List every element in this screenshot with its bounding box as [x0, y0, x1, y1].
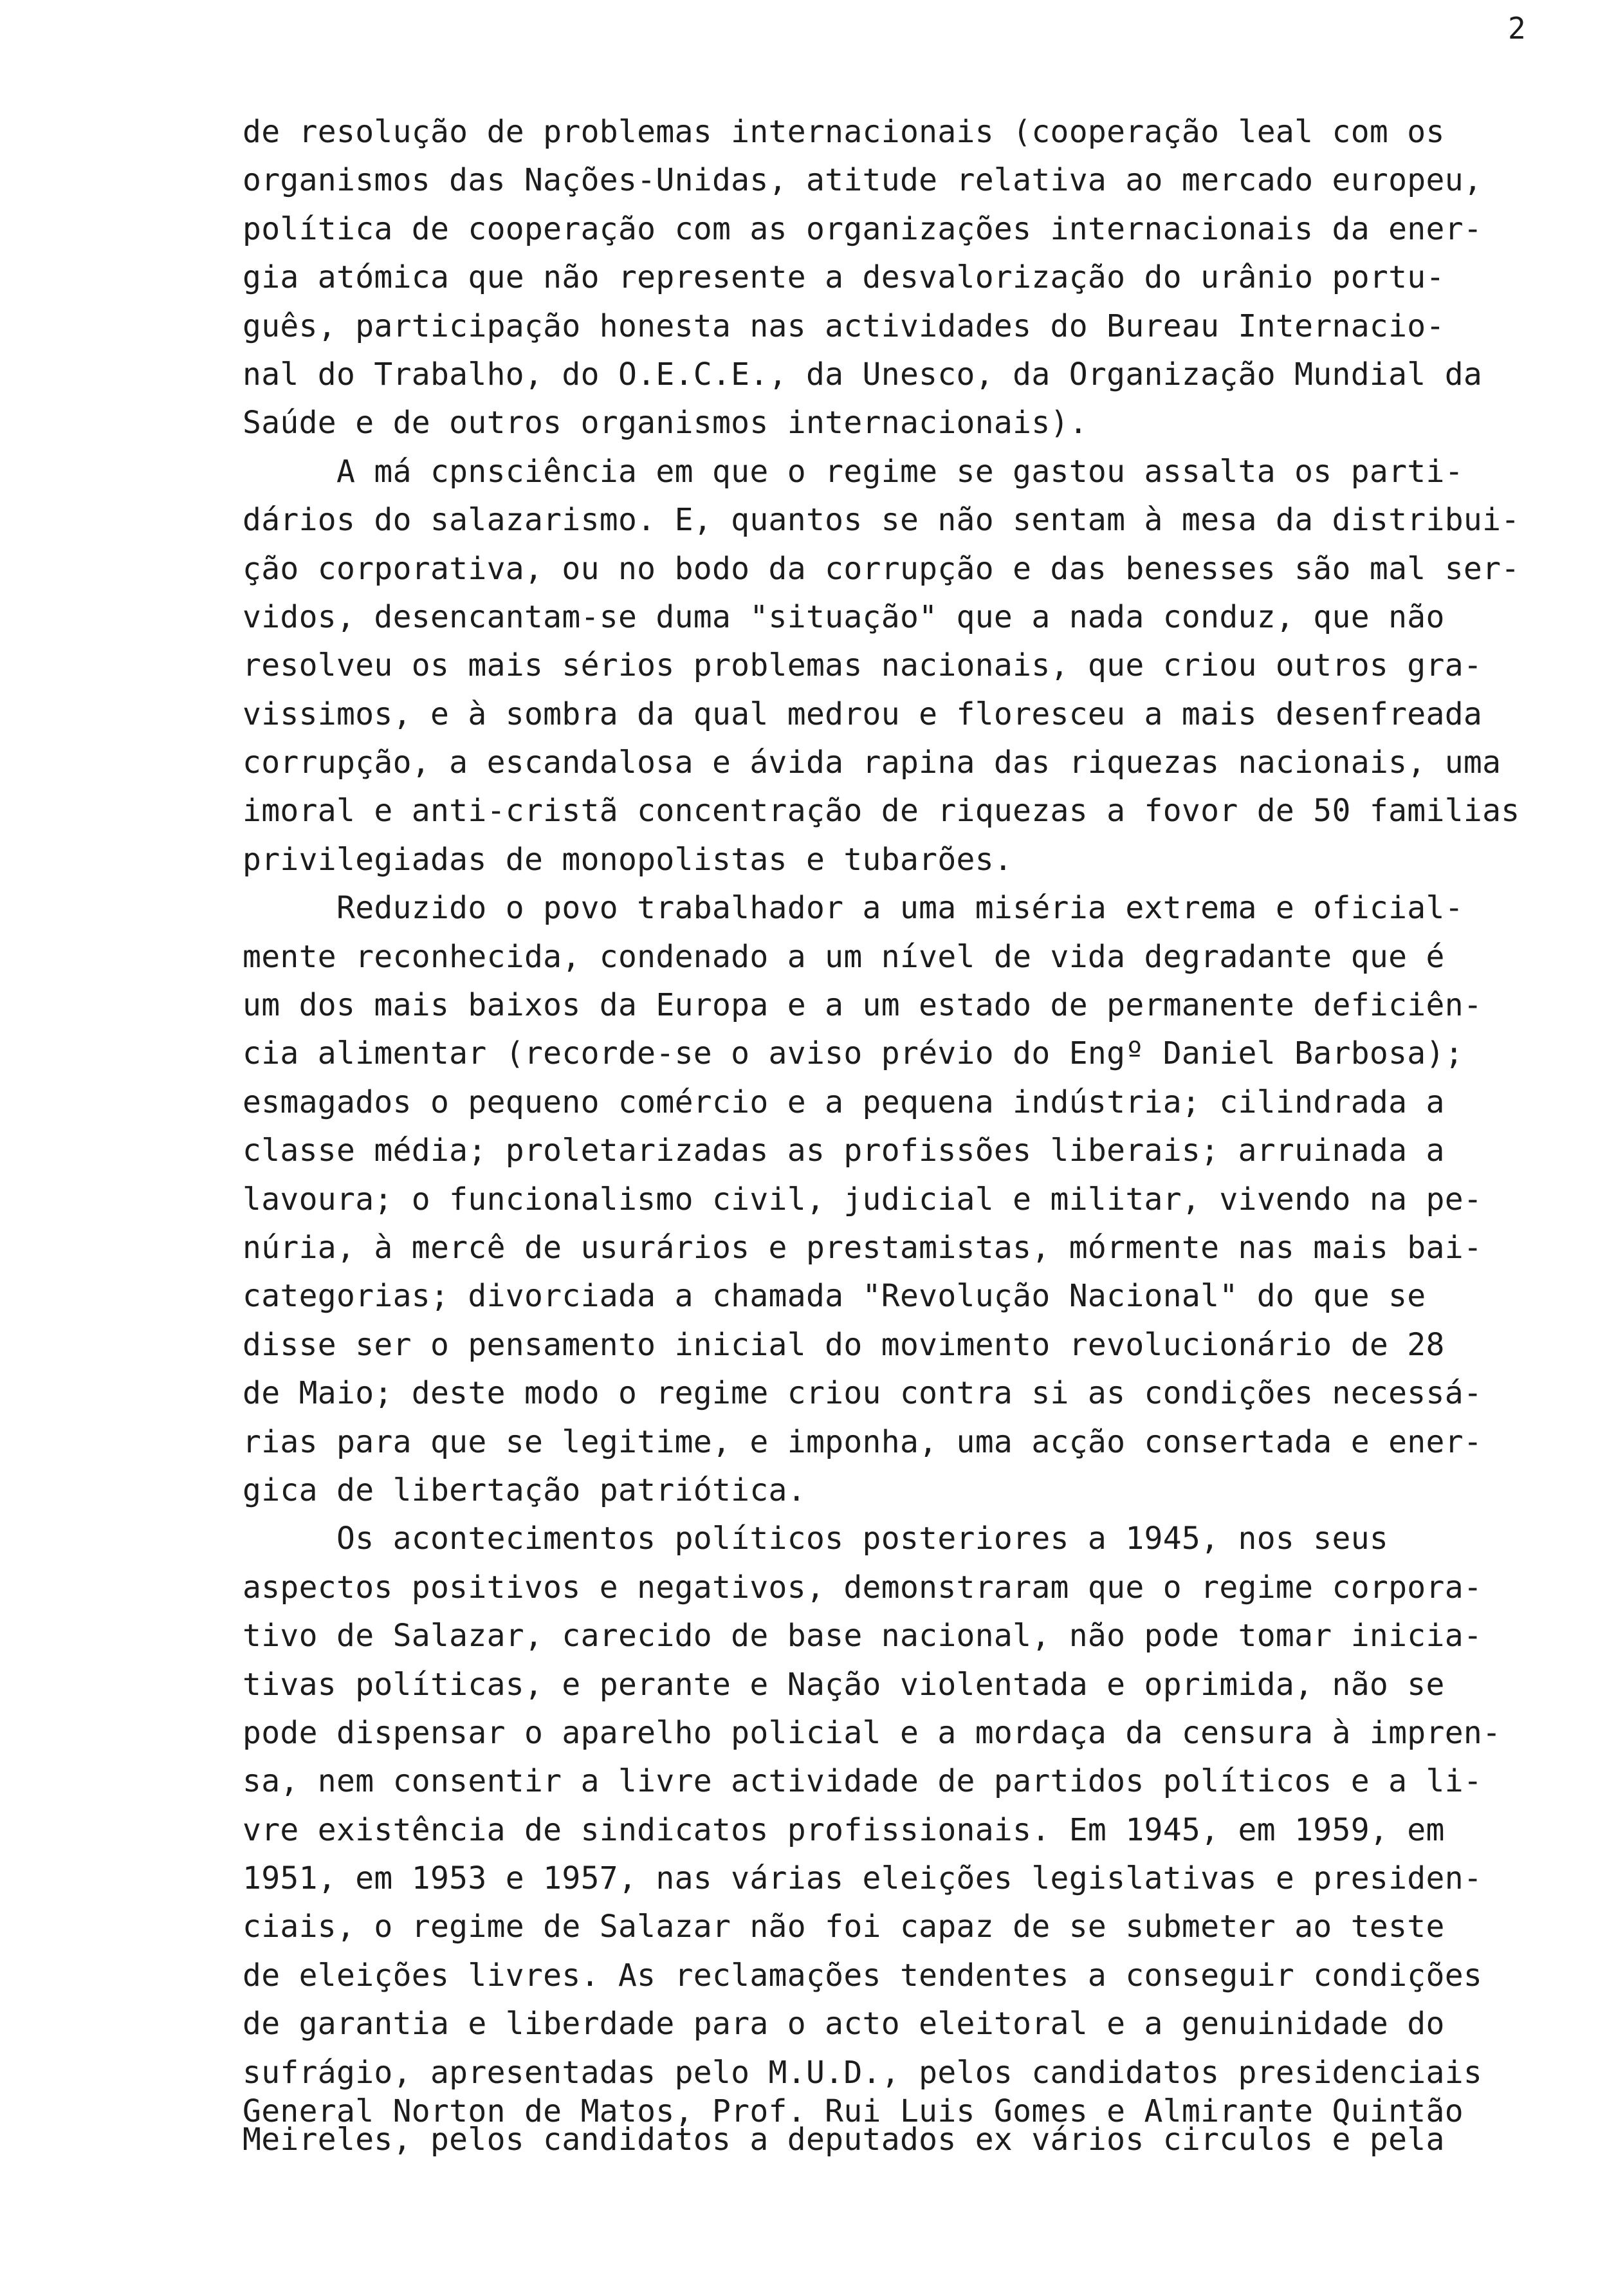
text-line: núria, à mercê de usurários e prestamistas, mórmente nas mais bai-	[243, 1229, 1483, 1266]
text-line: corrupção, a escandalosa e ávida rapina das riquezas nacionais, uma	[243, 745, 1501, 781]
text-line: disse ser o pensamento inicial do movimento revolucionário de 28	[243, 1326, 1445, 1363]
text-line: privilegiadas de monopolistas e tubarões.	[243, 841, 1013, 878]
text-line: tivas políticas, e perante e Nação violentada e oprimida, não se	[243, 1666, 1445, 1703]
text-line: um dos mais baixos da Europa e a um estado de permanente deficiên-	[243, 987, 1483, 1024]
text-line: nal do Trabalho, do O.E.C.E., da Unesco, da Organização Mundial da	[243, 356, 1483, 393]
text-line: de resolução de problemas internacionais (cooperação leal com os	[243, 114, 1445, 150]
text-line: lavoura; o funcionalismo civil, judicial e militar, vivendo na pe-	[243, 1181, 1483, 1217]
text-line: categorias; divorciada a chamada "Revolução Nacional" do que se	[243, 1278, 1426, 1315]
typewritten-body-text	[243, 108, 1606, 2158]
text-line: rias para que se legitime, e imponha, uma acção consertada e ener-	[243, 1423, 1483, 1460]
text-line: aspectos positivos e negativos, demonstraram que o regime corpora-	[243, 1569, 1483, 1606]
text-line: A má cpnsciência em que o regime se gastou assalta os parti-	[243, 453, 1464, 490]
text-line: ciais, o regime de Salazar não foi capaz de se submeter ao teste	[243, 1909, 1445, 1945]
text-line: política de cooperação com as organizações internacionais da ener-	[243, 210, 1483, 247]
text-line: Saúde e de outros organismos internacionais).	[243, 405, 1088, 441]
text-line: 1951, em 1953 e 1957, nas várias eleições legislativas e presiden-	[243, 1860, 1483, 1897]
text-line: Reduzido o povo trabalhador a uma miséria extrema e oficial-	[243, 890, 1464, 927]
text-line: cia alimentar (recorde-se o aviso prévio do Engº Daniel Barbosa);	[243, 1035, 1464, 1072]
text-line: de garantia e liberdade para o acto eleitoral e a genuinidade do	[243, 2006, 1445, 2042]
text-line: guês, participação honesta nas actividades do Bureau Internacio-	[243, 308, 1445, 344]
text-line: sufrágio, apresentadas pelo M.U.D., pelos candidatos presidenciais	[243, 2054, 1483, 2091]
text-line: Meireles, pelos candidatos a deputados ex vários circulos e pela	[243, 2122, 1445, 2158]
text-line: gica de libertação patriótica.	[243, 1472, 806, 1508]
text-line: esmagados o pequeno comércio e a pequena indústria; cilindrada a	[243, 1084, 1445, 1120]
text-line: classe média; proletarizadas as profissões liberais; arruinada a	[243, 1133, 1445, 1169]
text-line: Os acontecimentos políticos posteriores a 1945, nos seus	[243, 1521, 1389, 1557]
text-line: tivo de Salazar, carecido de base nacional, não pode tomar inicia-	[243, 1618, 1483, 1654]
text-line: ção corporativa, ou no bodo da corrupção e das benesses são mal ser-	[243, 550, 1520, 587]
text-line: mente reconhecida, condenado a um nível de vida degradante que é	[243, 938, 1445, 975]
text-line: imoral e anti-cristã concentração de riquezas a fovor de 50 familias	[243, 793, 1520, 829]
text-line: resolveu os mais sérios problemas nacionais, que criou outros gra-	[243, 647, 1483, 684]
text-line: gia atómica que não represente a desvalorização do urânio portu-	[243, 259, 1445, 296]
text-line: sa, nem consentir a livre actividade de partidos políticos e a li-	[243, 1763, 1483, 1800]
text-line: vissimos, e à sombra da qual medrou e floresceu a mais desenfreada	[243, 696, 1483, 732]
text-line: vidos, desencantam-se duma "situação" que a nada conduz, que não	[243, 598, 1445, 635]
text-line: dários do salazarismo. E, quantos se não sentam à mesa da distribui-	[243, 502, 1520, 539]
text-line: General Norton de Matos, Prof. Rui Luis Gomes e Almirante Quintão	[243, 2093, 1464, 2130]
text-line: vre existência de sindicatos profissionais. Em 1945, em 1959, em	[243, 1811, 1445, 1848]
text-line: de Maio; deste modo o regime criou contra si as condições necessá-	[243, 1375, 1483, 1412]
text-line: organismos das Nações-Unidas, atitude relativa ao mercado europeu,	[243, 162, 1483, 199]
text-line: pode dispensar o aparelho policial e a mordaça da censura à impren-	[243, 1714, 1501, 1751]
page-number: 2	[1508, 11, 1526, 46]
text-line: de eleições livres. As reclamações tendentes a conseguir condições	[243, 1957, 1483, 1994]
